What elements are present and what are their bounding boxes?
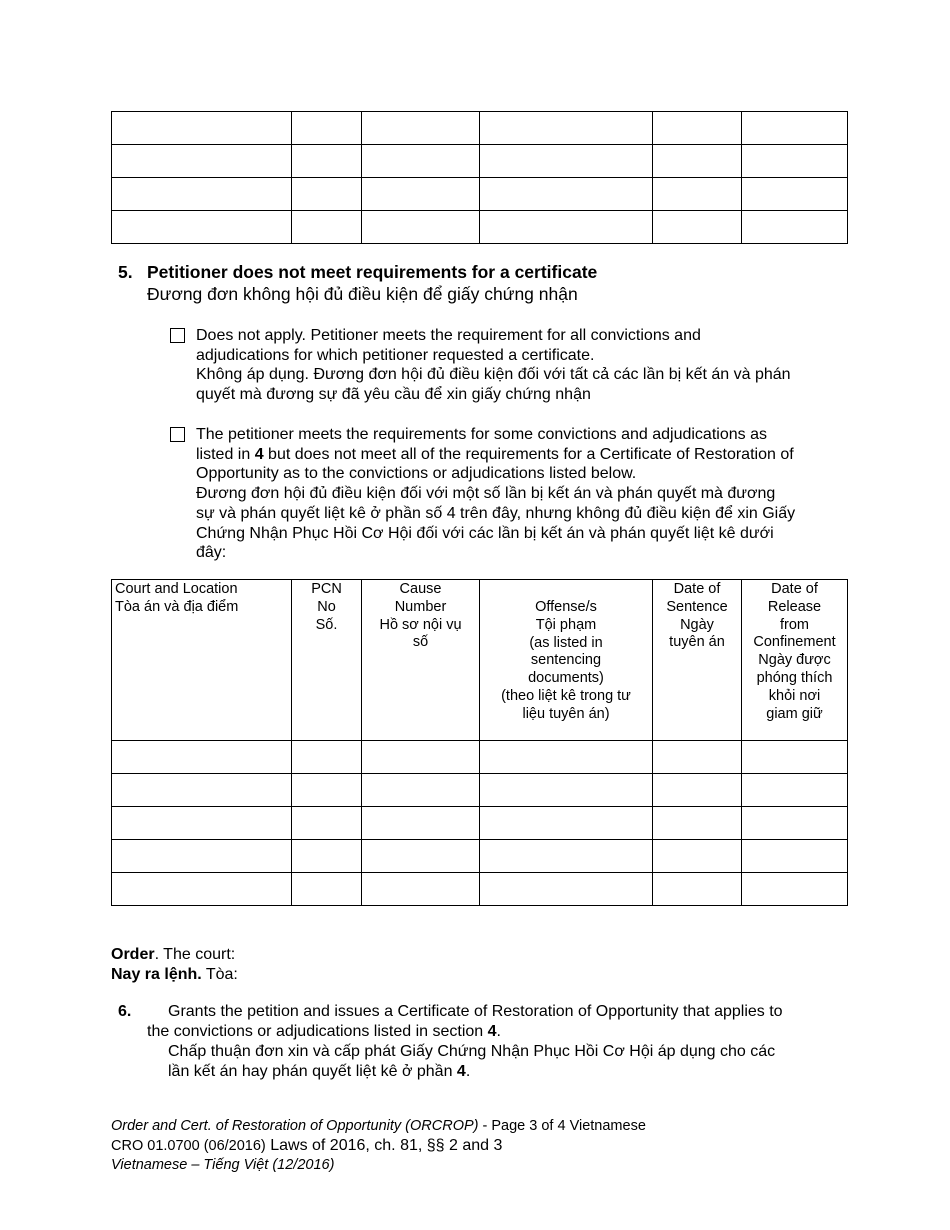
table-cell[interactable]: [112, 145, 292, 178]
order-label-en: Order. The court:: [111, 946, 236, 963]
table-cell[interactable]: [362, 873, 480, 906]
table-cell[interactable]: [653, 807, 742, 840]
header-court-location: Court and Location Tòa án và địa điểm: [112, 580, 292, 741]
table-row: [112, 211, 848, 244]
meets-some-requirements-checkbox[interactable]: [170, 427, 185, 442]
header-date-of-sentence: Date of Sentence Ngày tuyên án: [653, 580, 742, 741]
section-6-text: the convictions or adjudications listed in section 4.: [147, 1023, 501, 1040]
table-cell[interactable]: [292, 112, 362, 145]
table-row: [112, 145, 848, 178]
option-text: adjudications for which petitioner requested a certificate.: [196, 346, 595, 364]
header-pcn: PCN No Số.: [292, 580, 362, 741]
table-cell[interactable]: [112, 873, 292, 906]
table-cell[interactable]: [292, 741, 362, 774]
section-number: 6.: [118, 1003, 132, 1020]
table-cell[interactable]: [112, 741, 292, 774]
convictions-table-continued: [111, 111, 848, 244]
option-text: sự và phán quyết liệt kê ở phần số 4 trên đây, nhưng không đủ điều kiện để xin Giấy: [196, 504, 796, 522]
table-cell[interactable]: [742, 840, 848, 873]
table-row: [112, 807, 848, 840]
table-cell[interactable]: [480, 178, 653, 211]
table-row: [112, 840, 848, 873]
table-row: [112, 873, 848, 906]
table-cell[interactable]: [742, 178, 848, 211]
table-row: [112, 112, 848, 145]
header-cause-number: Cause Number Hồ sơ nội vụ số: [362, 580, 480, 741]
option-text: quyết mà đương sự đã yêu cầu để xin giấy chứng nhận: [196, 386, 591, 404]
table-cell[interactable]: [292, 840, 362, 873]
table-cell[interactable]: [480, 873, 653, 906]
table-cell[interactable]: [112, 211, 292, 244]
table-cell[interactable]: [480, 774, 653, 807]
table-cell[interactable]: [480, 145, 653, 178]
table-cell[interactable]: [653, 774, 742, 807]
footer-line: Vietnamese – Tiếng Việt (12/2016): [111, 1157, 335, 1173]
table-cell[interactable]: [292, 873, 362, 906]
table-cell[interactable]: [653, 741, 742, 774]
section-title: Petitioner does not meet requirements for a certificate: [147, 262, 598, 282]
table-cell[interactable]: [112, 840, 292, 873]
table-cell[interactable]: [362, 807, 480, 840]
header-date-of-release: Date of Release from Confinement Ngày được phóng thích khỏi nơi giam giữ: [742, 580, 848, 741]
table-cell[interactable]: [653, 112, 742, 145]
table-cell[interactable]: [292, 178, 362, 211]
section-number: 5.: [118, 262, 133, 282]
table-cell[interactable]: [742, 774, 848, 807]
footer-line: Order and Cert. of Restoration of Opportunity (ORCROP) - Page 3 of 4 Vietnamese: [111, 1118, 646, 1134]
table-cell[interactable]: [112, 178, 292, 211]
table-cell[interactable]: [362, 774, 480, 807]
table-cell[interactable]: [480, 211, 653, 244]
table-cell[interactable]: [292, 211, 362, 244]
table-cell[interactable]: [742, 112, 848, 145]
table-cell[interactable]: [742, 741, 848, 774]
table-cell[interactable]: [292, 807, 362, 840]
section-6-text: Grants the petition and issues a Certificate of Restoration of Opportunity that applies to: [168, 1003, 783, 1020]
does-not-apply-checkbox[interactable]: [170, 328, 185, 343]
option-text: đây:: [196, 544, 227, 562]
table-cell[interactable]: [362, 741, 480, 774]
table-cell[interactable]: [653, 145, 742, 178]
footer-line: CRO 01.0700 (06/2016) Laws of 2016, ch. 81, §§ 2 and 3: [111, 1137, 503, 1154]
unmet-convictions-table: [111, 579, 848, 906]
header-offense: Offense/s Tội phạm (as listed in sentencing documents) (theo liệt kê trong tư liệu tuyên án): [480, 580, 653, 741]
table-cell[interactable]: [480, 807, 653, 840]
option-text: listed in 4 but does not meet all of the requirements for a Certificate of Restoration of: [196, 445, 794, 463]
table-cell[interactable]: [292, 774, 362, 807]
table-cell[interactable]: [362, 178, 480, 211]
table-cell[interactable]: [742, 873, 848, 906]
page-footer: [111, 1117, 646, 1175]
table-cell[interactable]: [480, 840, 653, 873]
table-cell[interactable]: [653, 873, 742, 906]
table-cell[interactable]: [480, 741, 653, 774]
table-row: [112, 741, 848, 774]
table-cell[interactable]: [653, 211, 742, 244]
option-text: Không áp dụng. Đương đơn hội đủ điều kiện đối với tất cả các lần bị kết án và phán: [196, 366, 791, 384]
section-6-text: lần kết án hay phán quyết liệt kê ở phần 4.: [168, 1063, 471, 1080]
option-text: Does not apply. Petitioner meets the requirement for all convictions and: [196, 327, 701, 344]
table-row: [112, 774, 848, 807]
table-cell[interactable]: [742, 145, 848, 178]
table-row: [112, 178, 848, 211]
table-cell[interactable]: [362, 840, 480, 873]
table-cell[interactable]: [362, 145, 480, 178]
section-subtitle: Đương đơn không hội đủ điều kiện để giấy chứng nhận: [147, 284, 578, 304]
table-cell[interactable]: [292, 145, 362, 178]
table-cell[interactable]: [653, 178, 742, 211]
option-text: Opportunity as to the convictions or adjudications listed below.: [196, 465, 637, 483]
order-label-vi: Nay ra lệnh. Tòa:: [111, 966, 238, 983]
option-text: The petitioner meets the requirements for some convictions and adjudications as: [196, 426, 767, 443]
table-cell[interactable]: [112, 112, 292, 145]
option-text: Chứng Nhận Phục Hồi Cơ Hội đối với các lần bị kết án và phán quyết liệt kê dưới: [196, 524, 774, 542]
table-cell[interactable]: [112, 774, 292, 807]
section-6-text: Chấp thuận đơn xin và cấp phát Giấy Chứng Nhận Phục Hồi Cơ Hội áp dụng cho các: [168, 1043, 776, 1060]
table-cell[interactable]: [362, 211, 480, 244]
table-cell[interactable]: [742, 211, 848, 244]
table-header-row: [112, 580, 848, 741]
table-cell[interactable]: [653, 840, 742, 873]
table-cell[interactable]: [742, 807, 848, 840]
table-cell[interactable]: [362, 112, 480, 145]
table-cell[interactable]: [480, 112, 653, 145]
table-cell[interactable]: [112, 807, 292, 840]
option-text: Đương đơn hội đủ điều kiện đối với một số lần bị kết án và phán quyết mà đương: [196, 485, 776, 503]
order-heading: [111, 945, 238, 985]
